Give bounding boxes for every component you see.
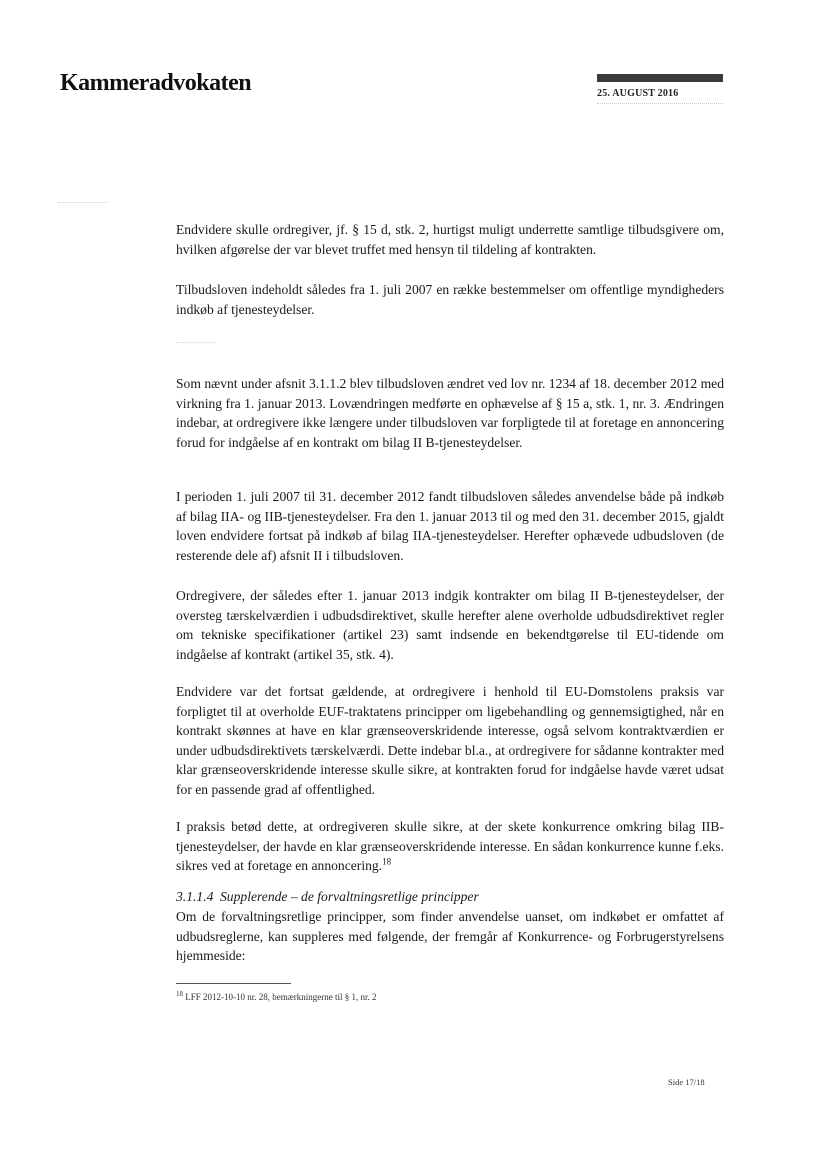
paragraph-text: Endvidere var det fortsat gældende, at ordregivere i henhold til EU-Domstolens praksis var forpligtet til at overholde EUF-traktatens principper om ligebehandling og gennemsigtighed, når en kontrakt skønnes at have en klar grænseoverskridende interesse, også selvom kontraktværdien er under udbudsdirektivets tærskelværdi. Dette indebar bl.a., at ordregivere for sådanne kontrakter med klar grænseoverskridende interesse skulle sikre, at kontrakten forud for indgåelse havde været udsat for en passende grad af offentlighed. (176, 684, 724, 797)
footnote-divider (176, 983, 291, 984)
document-date: 25. AUGUST 2016 (597, 88, 679, 99)
firm-name: Kammeradvokaten (60, 70, 252, 96)
section-heading (176, 887, 724, 907)
paragraph (176, 907, 724, 966)
paragraph-text: Tilbudsloven indeholdt således fra 1. juli 2007 en række bestemmelser om offentlige myndigheders indkøb af tjenesteydelser. (176, 282, 724, 317)
paragraph (176, 280, 724, 319)
footnote-reference: 18 (382, 856, 392, 867)
paragraph (176, 682, 724, 799)
footnote (176, 992, 377, 1002)
paragraph (176, 817, 724, 876)
paragraph-text: I praksis betød dette, at ordregiveren skulle sikre, at der skete konkurrence omkring bilag IIB-tjenesteydelser, der havde en klar grænseoverskridende interesse. En sådan konkurrence kunne f.eks. sikres ved at foretage en annoncering. (176, 819, 724, 873)
page-number: Side 17/18 (668, 1077, 705, 1087)
paragraph-text: Ordregivere, der således efter 1. januar 2013 indgik kontrakter om bilag II B-tjenesteydelser, der oversteg tærskelværdien i udbudsdirektivet, skulle herefter alene overholde udbudsdirektivet regler om tekniske specifikationer (artikel 23) samt indsende en bekendtgørelse til EU-tidende om indgåelse af kontrakt (artikel 35, stk. 4). (176, 588, 724, 662)
section-number: 3.1.1.4 (176, 889, 214, 904)
section-title: Supplerende – de forvaltningsretlige principper (220, 889, 479, 904)
header-divider (597, 103, 723, 105)
paragraph (176, 487, 724, 565)
paragraph (176, 586, 724, 664)
paragraph-text: Endvidere skulle ordregiver, jf. § 15 d, stk. 2, hurtigst muligt underrette samtlige tilbudsgivere om, hvilken afgørelse der var blevet truffet med hensyn til tildeling af kontrakten. (176, 222, 724, 257)
paragraph-text: I perioden 1. juli 2007 til 31. december 2012 fandt tilbudsloven således anvendelse både på indkøb af bilag IIA- og IIB-tjenesteydelser. Fra den 1. januar 2013 til og med den 31. december 2015, gjaldt loven endvidere fortsat på indkøb af bilag IIA-tjenesteydelser. Herefter ophævede udbudsloven (de resterende dele af) afsnit II i tilbudsloven. (176, 489, 724, 563)
footnote-marker: 18 (176, 990, 183, 998)
margin-mark (58, 202, 108, 204)
header-bar (597, 74, 723, 82)
paragraph (176, 220, 724, 259)
footnote-text: LFF 2012-10-10 nr. 28, bemærkningerne til § 1, nr. 2 (185, 992, 377, 1002)
paragraph-text: Om de forvaltningsretlige principper, som finder anvendelse uanset, om indkøbet er omfattet af udbudsreglerne, kan suppleres med følgende, der fremgår af Konkurrence- og Forbrugerstyrelsens hjemmeside: (176, 909, 724, 963)
paragraph (176, 374, 724, 452)
margin-mark (176, 342, 216, 344)
paragraph-text: Som nævnt under afsnit 3.1.1.2 blev tilbudsloven ændret ved lov nr. 1234 af 18. december 2012 med virkning fra 1. januar 2013. Lovændringen medførte en ophævelse af § 15 a, stk. 1, nr. 3. Ændringen indebar, at ordregivere ikke længere under tilbudsloven var forpligtede til at foretage en annoncering forud for indgåelse af en kontrakt om bilag II B-tjenesteydelser. (176, 376, 724, 450)
